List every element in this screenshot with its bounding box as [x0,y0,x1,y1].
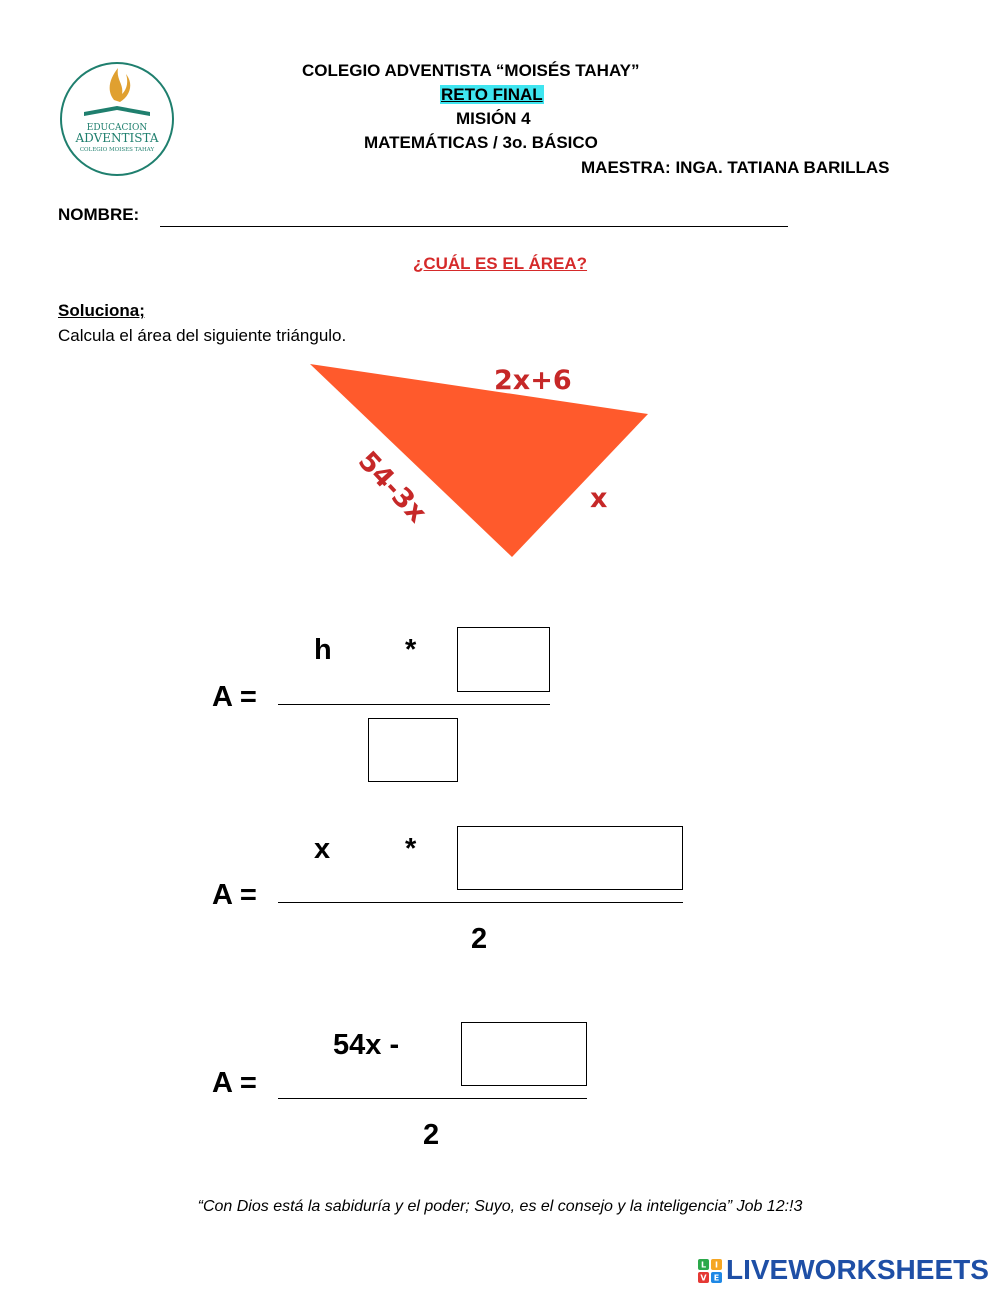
formula-2-operator: * [405,833,417,865]
question-title: ¿CUÁL ES EL ÁREA? [412,254,588,273]
school-name: COLEGIO ADVENTISTA “MOISÉS TAHAY” [302,61,640,80]
formula-1-lhs: A = [212,681,257,713]
reto-final-label: RETO FINAL [441,85,543,104]
liveworksheets-logo-icon [698,1259,722,1283]
logo-line-3: COLEGIO MOISES TAHAY [79,147,155,153]
mission-label: MISIÓN 4 [456,109,531,128]
subject-label: MATEMÁTICAS / 3o. BÁSICO [364,133,598,152]
logo-line-1: EDUCACION [86,123,148,133]
formula-3-lhs: A = [212,1067,257,1099]
icon-letter-v: V [700,1273,707,1283]
formula-2-denominator: 2 [471,923,488,955]
side-left-label: 54-3x [351,445,433,529]
formula-1-term: h [314,634,332,666]
formula-1-operator: * [405,634,417,666]
icon-letter-l: L [700,1260,707,1270]
teacher-label: MAESTRA: INGA. TATIANA BARILLAS [581,158,890,177]
bible-quote: “Con Dios está la sabiduría y el poder; Suyo, es el consejo y la inteligencia” Job 12:!3 [197,1198,803,1215]
formula-3-term: 54x - [333,1029,400,1061]
formula-1-fraction-line [278,704,550,705]
icon-letter-i: I [715,1260,718,1270]
formula-2-term: x [314,833,331,865]
formula-2-fraction-line [278,902,683,903]
name-label: NOMBRE: [58,205,140,224]
formula-3-fraction-line [278,1098,587,1099]
side-top-label: 2x+6 [494,365,572,396]
formula-3-numerator-box[interactable] [461,1022,587,1086]
liveworksheets-brand[interactable]: LIVEWORKSHEETS [726,1254,989,1285]
triangle-figure [0,0,1000,600]
formula-3-denominator: 2 [423,1119,440,1151]
logo-line-2: ADVENTISTA [75,131,159,145]
instructions-heading: Soluciona; [58,301,145,320]
formula-1-numerator-box[interactable] [457,627,550,692]
formula-1-denominator-box[interactable] [368,718,458,782]
formula-2-lhs: A = [212,879,257,911]
side-right-label: x [590,483,608,514]
formula-2-numerator-box[interactable] [457,826,683,890]
instructions-text: Calcula el área del siguiente triángulo. [58,326,347,345]
icon-letter-e: E [713,1273,720,1283]
